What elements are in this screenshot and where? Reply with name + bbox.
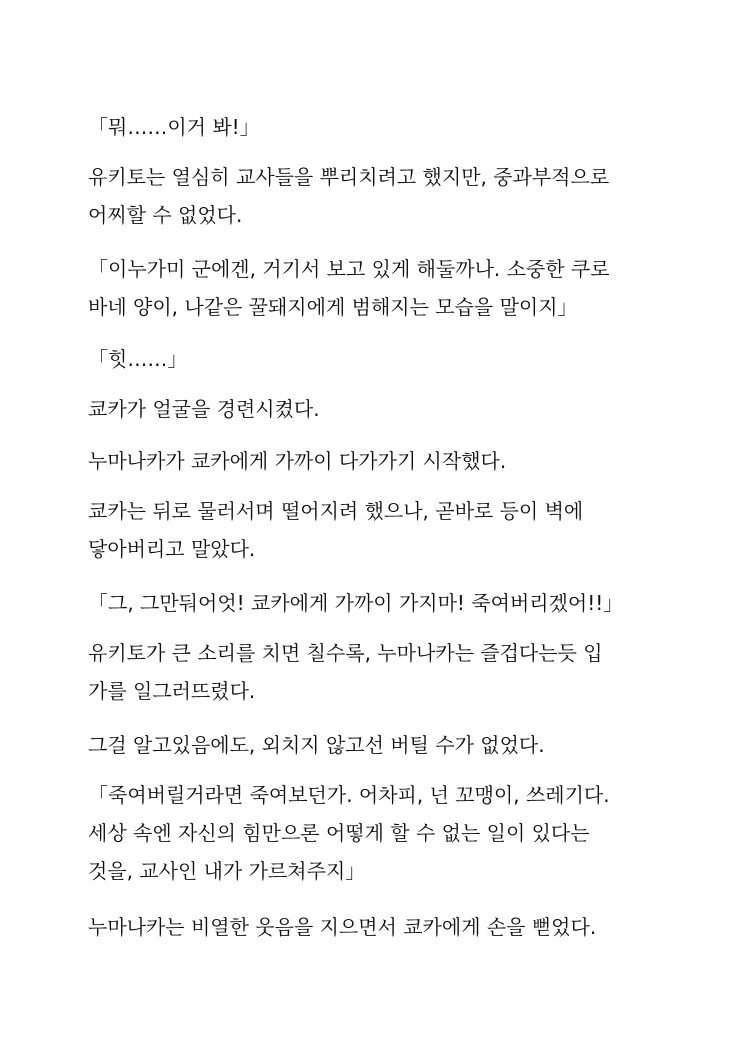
paragraph xyxy=(88,442,653,480)
paragraph xyxy=(88,250,653,326)
paragraph xyxy=(88,726,653,764)
paragraph xyxy=(88,108,653,146)
text-line: 어찌할 수 없었다. xyxy=(88,203,243,227)
text-line: 유키토는 열심히 교사들을 뿌리치려고 했지만, 중과부적으로 xyxy=(88,165,610,189)
text-line: 「힛……」 xyxy=(88,347,188,371)
paragraph xyxy=(88,390,653,428)
text-line: 가를 일그러뜨렸다. xyxy=(88,679,256,703)
text-line: 것을, 교사인 내가 가르쳐주지」 xyxy=(88,859,366,883)
text-line: 세상 속엔 자신의 힘만으론 어떻게 할 수 없는 일이 있다는 xyxy=(88,821,590,845)
paragraph xyxy=(88,634,653,710)
text-line: 「그, 그만둬어엇! 쿄카에게 가까이 가지마! 죽여버리겠어!!」 xyxy=(88,591,624,615)
text-line: 누마나카는 비열한 웃음을 지으면서 쿄카에게 손을 뻗었다. xyxy=(88,915,597,939)
text-line: 「이누가미 군에겐, 거기서 보고 있게 해둘까나. 소중한 쿠로 xyxy=(88,257,610,281)
text-line: 「죽여버릴거라면 죽여보던가. 어차피, 넌 꼬맹이, 쓰레기다. xyxy=(88,783,610,807)
text-line: 「뭐……이거 봐!」 xyxy=(88,115,260,139)
paragraph xyxy=(88,908,653,946)
text-line: 바네 양이, 나같은 꿀돼지에게 범해지는 모습을 말이지」 xyxy=(88,295,578,319)
text-line: 누마나카가 쿄카에게 가까이 다가가기 시작했다. xyxy=(88,449,507,473)
paragraph xyxy=(88,492,653,568)
paragraph xyxy=(88,158,653,234)
text-line: 닿아버리고 말았다. xyxy=(88,537,256,561)
paragraph xyxy=(88,776,653,890)
paragraph xyxy=(88,584,653,622)
text-line: 쿄카가 얼굴을 경련시켰다. xyxy=(88,397,320,421)
text-line: 유키토가 큰 소리를 치면 칠수록, 누마나카는 즐겁다는듯 입 xyxy=(88,641,603,665)
text-line: 그걸 알고있음에도, 외치지 않고선 버틸 수가 없었다. xyxy=(88,733,545,757)
paragraph xyxy=(88,340,653,378)
text-line: 쿄카는 뒤로 물러서며 떨어지려 했으나, 곧바로 등이 벽에 xyxy=(88,499,584,523)
